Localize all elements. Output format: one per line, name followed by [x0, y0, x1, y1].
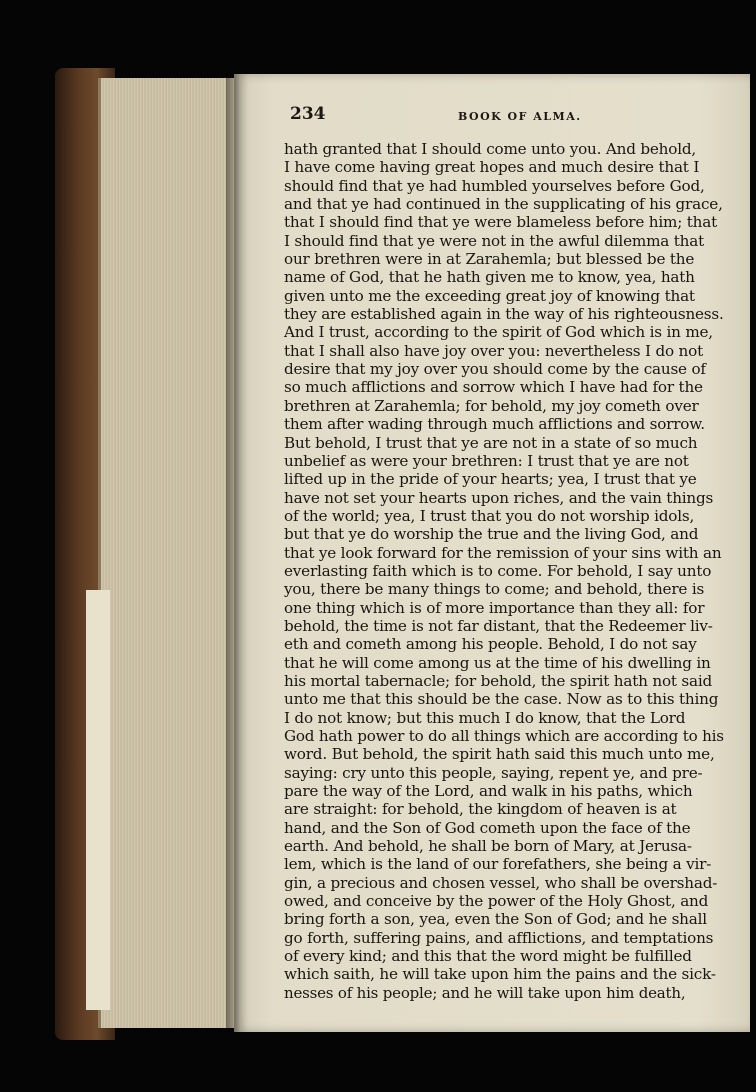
page-header [290, 104, 582, 126]
text-line: his mortal tabernacle; for behold, the spirit hath not said [284, 671, 713, 690]
text-line: lem, which is the land of our forefathers, she being a vir- [284, 855, 712, 874]
text-line: desire that my joy over you should come by the cause of [284, 360, 706, 379]
page-number: 234 [290, 104, 326, 124]
text-line: should find that ye had humbled yourselves before God, [284, 176, 705, 195]
text-line: owed, and conceive by the power of the Holy Ghost, and [284, 892, 709, 911]
text-line: lifted up in the pride of your hearts; yea, I trust that ye [284, 470, 697, 489]
text-line: God hath power to do all things which are according to his [284, 727, 724, 745]
text-line: are straight: for behold, the kingdom of heaven is at [284, 800, 677, 819]
text-line: of the world; yea, I trust that you do not worship idols, [284, 506, 695, 525]
text-line: everlasting faith which is to come. For behold, I say unto [284, 561, 712, 580]
text-line: that I should find that ye were blameless before him; that [284, 213, 718, 232]
text-line: eth and cometh among his people. Behold, I do not say [284, 635, 697, 654]
text-line: hath granted that I should come unto you. And behold, [284, 140, 697, 158]
text-line: that he will come among us at the time of his dwelling in [284, 653, 711, 672]
text-line: our brethren were in at Zarahemla; but blessed be the [284, 250, 695, 269]
page-edges [98, 78, 239, 1028]
text-line: which saith, he will take upon him the pains and the sick- [284, 965, 716, 984]
text-line: hand, and the Son of God cometh upon the face of the [284, 818, 691, 837]
page-marker-strip [86, 590, 110, 1010]
text-line: that I shall also have joy over you: nevertheless I do not [284, 341, 703, 360]
text-line: you, there be many things to come; and behold, there is [284, 580, 705, 599]
text-line: behold, the time is not far distant, that the Redeemer liv- [284, 616, 713, 635]
text-line: brethren at Zarahemla; for behold, my joy cometh over [284, 396, 699, 415]
text-line: pare the way of the Lord, and walk in his paths, which [284, 782, 693, 801]
text-line: so much afflictions and sorrow which I have had for the [284, 378, 703, 397]
spine-shadow [226, 74, 240, 1032]
text-line: name of God, that he hath given me to know, yea, hath [284, 268, 695, 287]
text-line: unbelief as were your brethren: I trust that ye are not [284, 451, 689, 470]
text-line: I do not know; but this much I do know, that the Lord [284, 708, 686, 727]
text-line: go forth, suffering pains, and afflictions, and temptations [284, 928, 714, 947]
text-line: unto me that this should be the case. Now as to this thing [284, 690, 719, 709]
text-line: they are established again in the way of his righteousness. [284, 305, 724, 324]
text-line: I should find that ye were not in the awful dilemma that [284, 231, 704, 250]
text-line: gin, a precious and chosen vessel, who shall be overshad- [284, 873, 718, 892]
text-line: them after wading through much afflictions and sorrow. [284, 415, 705, 434]
text-line: word. But behold, the spirit hath said this much unto me, [284, 745, 715, 764]
text-line: nesses of his people; and he will take upon him death, [284, 983, 686, 1002]
text-line: have not set your hearts upon riches, and the vain things [284, 488, 714, 507]
text-line: But behold, I trust that ye are not in a state of so much [284, 433, 698, 452]
text-line: saying: cry unto this people, saying, repent ye, and pre- [284, 763, 703, 782]
text-line: bring forth a son, yea, even the Son of God; and he shall [284, 910, 707, 929]
text-line: And I trust, according to the spirit of God which is in me, [284, 323, 713, 342]
text-line: I have come having great hopes and much desire that I [284, 158, 700, 177]
body-text [284, 140, 724, 1002]
text-line: of every kind; and this that the word might be fulfilled [284, 947, 692, 966]
text-line: given unto me the exceeding great joy of knowing that [284, 286, 695, 305]
text-line: and that ye had continued in the supplicating of his grace, [284, 195, 723, 214]
running-title: BOOK OF ALMA. [458, 110, 582, 123]
text-line: that ye look forward for the remission of your sins with an [284, 543, 722, 562]
text-line: earth. And behold, he shall be born of Mary, at Jerusa- [284, 837, 692, 856]
text-line: but that ye do worship the true and the living God, and [284, 525, 699, 544]
text-line: one thing which is of more importance than they all: for [284, 598, 705, 617]
